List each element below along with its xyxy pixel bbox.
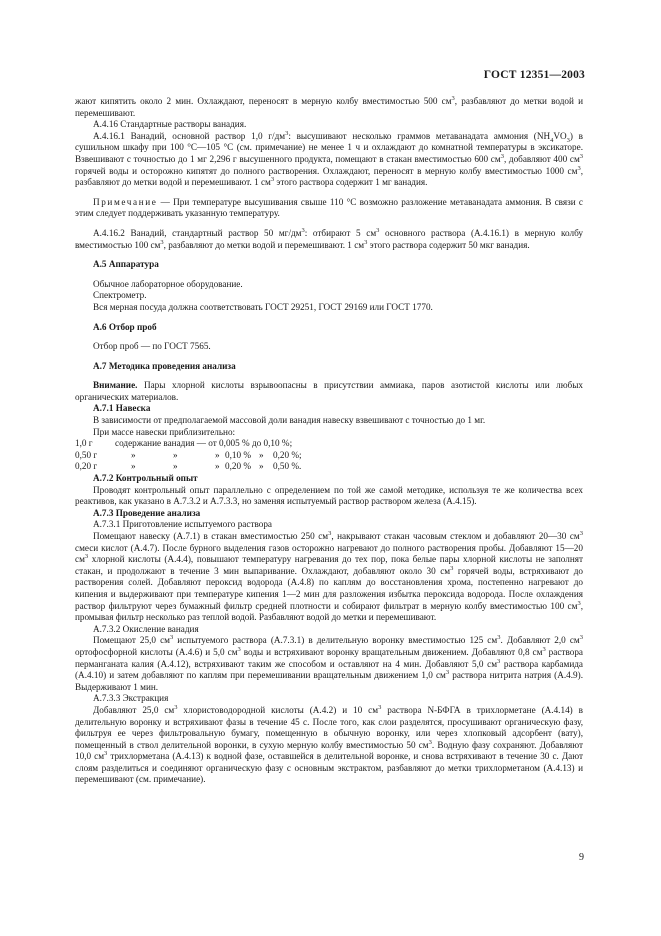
section-title-a7-3-2: А.7.3.2 Окисление ванадия xyxy=(93,623,199,634)
section-title-a7-2: А.7.2 Контрольный опыт xyxy=(93,473,198,484)
section-title-a7-3-1: А.7.3.1 Приготовление испытуемого раствора xyxy=(93,519,273,530)
a731-paragraph: Помещают навеску (А.7.1) в стакан вместимостью 250 $см^3$, накрывают стакан часовым стеклом и добавляют 20—30 $см^3$ смеси кислот (А.4.7). После бурного выделения газов осторожно нагревают до полного растворения пробы. Добавляют 15—20 $см^3$ хлорной кислоты (А.4.4), повышают температуру нагревания до тех пор, пока белые пары хлорной кислоты не заполнят стакан, и продолжают в течение 3 мин выпаривание. Охлаждают, добавляют около 30 $см^3$ горячей воды, встряхивают до растворения солей. Добавляют пероксид водорода (А.4.8) по каплям до восстановления хрома, постепенно нагревают до кипения и выдерживают при температуре кипения 1—2 мин для разложения избытка пероксида водорода. После охлаждения раствор фильтруют через бумажный фильтр средней плотности и собирают фильтрат в мерную колбу вместимостью 100 $см^3$, промывая фильтр несколько раз теплой водой. Разбавляют водой до метки и перемешивают. xyxy=(75,529,584,623)
clause-a4-16-1: А.4.16.1 Ванадий, основной раствор 1,0 $г/дм^3$: высушивают несколько граммов метаванадата аммония $(NH_4VO_3)$ в сушильном шкафу при 100 °С—105 °С (см. примечание) не менее 1 ч и охлаждают до комнатной температуры в эксикаторе. Взвешивают с точностью до 1 мг 2,296 г высушенного продукта, помещают в стакан вместимостью 600 $см^3$, добавляют 400 $см^3$ горячей воды и осторожно кипятят до полного растворения. Охлаждают, переносят в мерную колбу вместимостью 1000 $см^3$, разбавляют до метки водой и перемешивают. 1 $см^3$ этого раствора содержит 1 мг ванадия. xyxy=(75,129,584,188)
a733-paragraph: Добавляют 25,0 $см^3$ хлористоводородной кислоты (А.4.2) и 10 $см^3$ раствора N-БФГА в трихлорметане (А.4.14) в делительную воронку и встряхивают фазы в течение 45 с. После того, как слои разделятся, просушивают органическую фазу, фильтруя ее через фильтровальную бумагу, помещенную в обычную воронку, или через хлопковый адсорбент (вату), помещенный в ствол делительной воронки, в сухую мерную колбу вместимостью 50 $см^3$. Водную фазу сохраняют. Добавляют 10,0 $см^3$ трихлорметана (А.4.13) к водной фазе, оставшейся в делительной воронке, и снова встряхивают в течение 30 с. Дают слоям разделиться и соединяют органическую фазу с основным экстрактом, разбавляют до метки трихлорметаном (А.4.13) и перемешивают (см. примечание). xyxy=(75,703,583,785)
section-title-a7-3-3: А.7.3.3 Экстракция xyxy=(93,693,169,704)
clause-a4-16: А.4.16 Стандартные растворы ванадия. xyxy=(93,119,247,130)
mass-row: 0,50 г » » » 0,10 % » 0,20 %; xyxy=(75,449,302,460)
page-number: 9 xyxy=(579,852,584,863)
page-content xyxy=(75,96,583,786)
clause-a4-16-2: А.4.16.2 Ванадий, стандартный раствор 50 $мг/дм^3$: отбирают 5 $см^3$ основного раствора (А.4.16.1) в мерную колбу вместимостью 100 $см^3$, разбавляют до метки водой и перемешивают. 1 $см^3$ этого раствора содержит 50 мкг ванадия. xyxy=(75,226,584,250)
section-title-a6: А.6 Отбор проб xyxy=(93,321,157,332)
a732-paragraph: Помещают 25,0 $см^3$ испытуемого раствора (А.7.3.1) в делительную воронку вместимостью 125 $см^3$. Добавляют 2,0 $см^3$ ортофосфорной кислоты (А.4.6) и 5,0 $см^3$ воды и встряхивают воронку вращательным движением. Добавляют 0,8 $см^3$ раствора перманганата калия (А.4.12), встряхивают таким же способом и оставляют на 4 мин. Добавляют 5,0 $см^3$ раствора карбамида (А.4.10) и затем добавляют по каплям при перемешивании вращательным движением 1,0 $см^3$ раствора нитрита натрия (А.4.9). Выдерживают 1 мин. xyxy=(75,634,583,692)
paragraph-continuation: жают кипятить около 2 мин. Охлаждают, переносят в мерную колбу вместимостью 500 $см^3$, разбавляют до метки водой и перемешивают. xyxy=(75,94,583,118)
section-title-a7-3: А.7.3 Проведение анализа xyxy=(93,507,201,518)
a5-line-3: Вся мерная посуда должна соответствовать ГОСТ 29251, ГОСТ 29169 или ГОСТ 1770. xyxy=(93,301,433,312)
a72-paragraph: Проводят контрольный опыт параллельно с определением по той же самой методике, используя те же количества всех реактивов, как указано в А.7.3.2 и А.7.3.3, но заменяя испытуемый раствор раствором железа (А.4.15). xyxy=(75,484,583,507)
mass-row: 0,20 г » » » 0,20 % » 0,50 %. xyxy=(75,461,302,472)
a6-line-1: Отбор проб — по ГОСТ 7565. xyxy=(93,341,211,352)
a71-paragraph-2: При массе навески приблизительно: xyxy=(93,426,236,437)
a71-paragraph-1: В зависимости от предполагаемой массовой доли ванадия навеску взвешивают с точностью до 1 мг. xyxy=(93,415,486,426)
mass-row: 1,0 г содержание ванадия — от 0,005 % до 0,10 %; xyxy=(75,438,293,449)
section-title-a5: А.5 Аппаратура xyxy=(93,259,159,270)
note: Примечание — При температуре высушивания свыше 110 °С возможно разложение метаванадата аммония. В связи с этим следует поддерживать указанную температуру. xyxy=(75,196,583,219)
a5-line-2: Спектрометр. xyxy=(93,290,147,301)
warning-label: Внимание. xyxy=(93,380,138,391)
mass-table xyxy=(75,438,583,473)
section-title-a7: А.7 Методика проведения анализа xyxy=(93,360,236,371)
warning: Внимание. Пары хлорной кислоты взрывоопасны в присутствии аммиака, паров азотистой кислоты или любых органических материалов. xyxy=(75,380,583,402)
note-label: Примечание xyxy=(93,196,158,207)
section-title-a7-1: А.7.1 Навеска xyxy=(93,403,151,414)
document-header: ГОСТ 12351—2003 xyxy=(483,69,585,81)
a5-line-1: Обычное лабораторное оборудование. xyxy=(93,278,243,289)
